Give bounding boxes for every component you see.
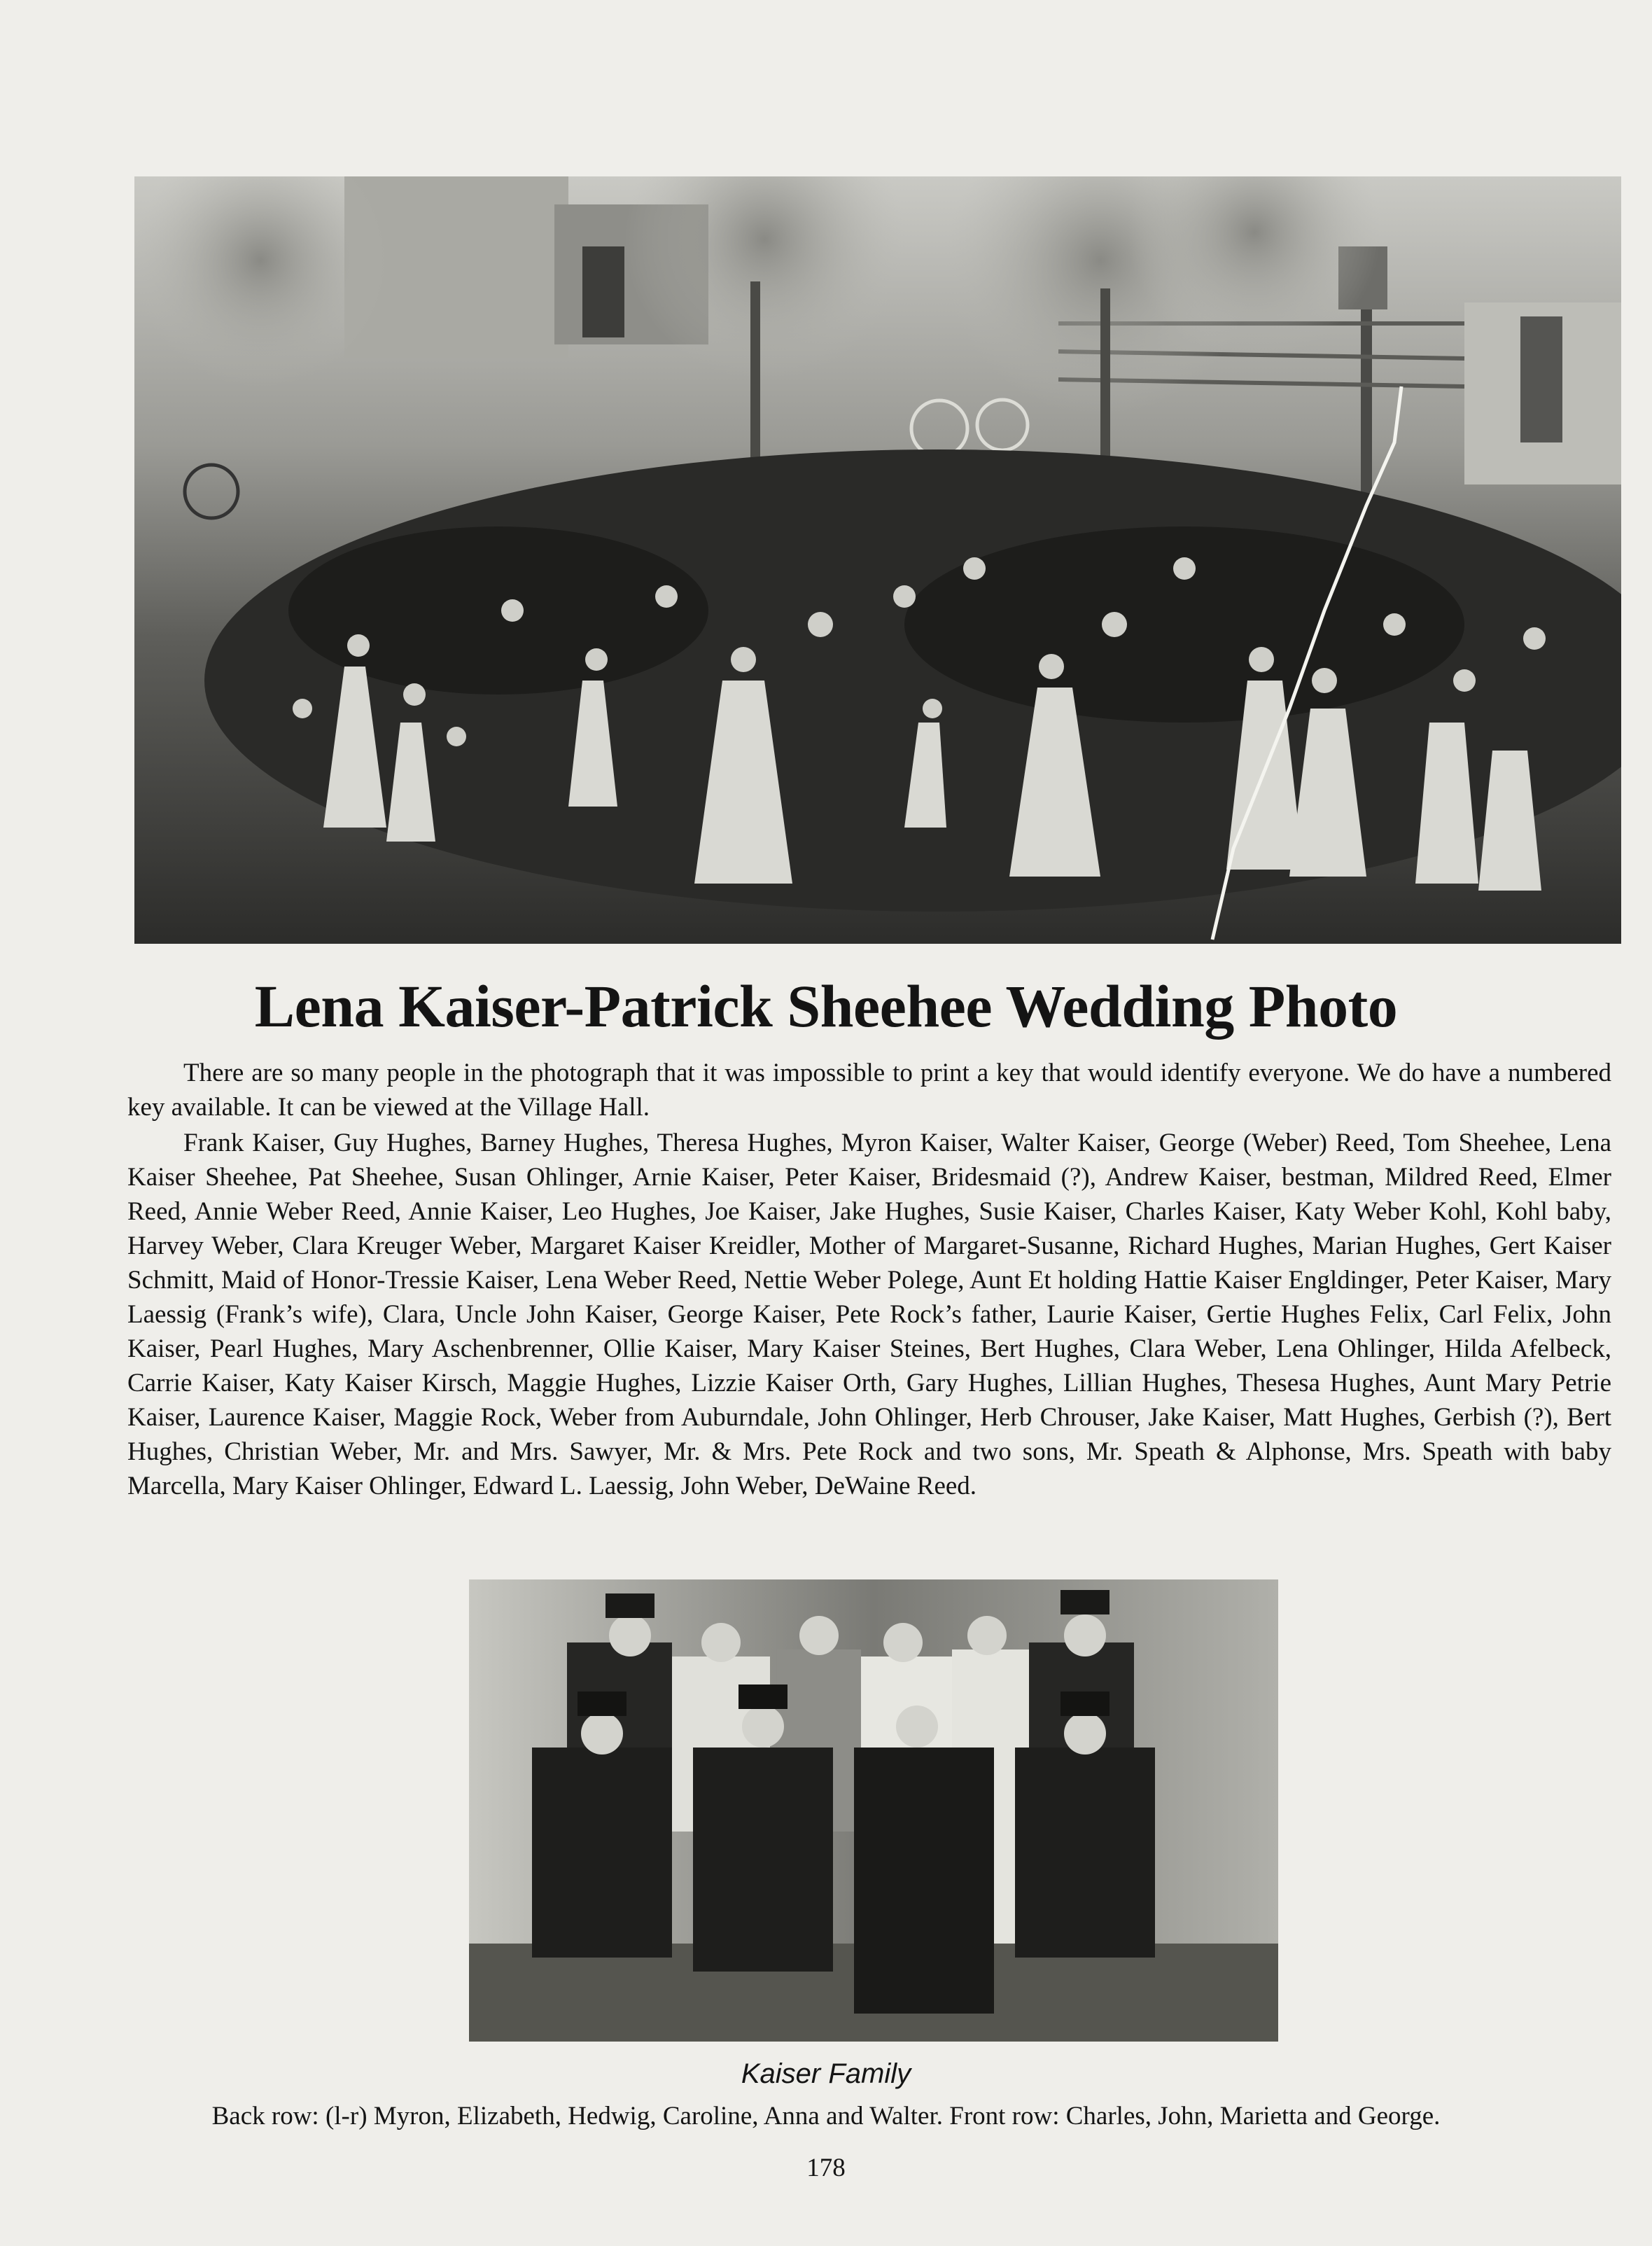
- page-number: 178: [806, 2154, 846, 2182]
- family-photo-drawing: [469, 1579, 1278, 2042]
- family-photo-caption: Back row: (l-r) Myron, Elizabeth, Hedwig, Caroline, Anna and Walter. Front row: Charles, John, Marietta and George.: [211, 2102, 1441, 2130]
- names-paragraph: Frank Kaiser, Guy Hughes, Barney Hughes, Theresa Hughes, Myron Kaiser, Walter Kaiser, George (Weber) Reed, Tom Sheehee, Lena Kaiser Sheehee, Pat Sheehee, Susan Ohlinger, Arnie Kaiser, Peter Kaiser, Bridesmaid (?), Andrew Kaiser, bestman, Mildred Reed, Elmer Reed, Annie Weber Reed, Annie Kaiser, Leo Hughes, Joe Kaiser, Jake Hughes, Susie Kaiser, Charles Kaiser, Katy Weber Kohl, Kohl baby, Harvey Weber, Clara Kreuger Weber, Margaret Kaiser Kreidler, Mother of Margaret-Susanne, Richard Hughes, Marian Hughes, Gert Kaiser Schmitt, Maid of Honor-Tressie Kaiser, Lena Weber Reed, Nettie Weber Polege, Aunt Et holding Hattie Kaiser Engldinger, Peter Kaiser, Mary Laessig (Frank’s wife), Clara, Uncle John Kaiser, George Kaiser, Pete Rock’s father, Laurie Kaiser, Gertie Hughes Felix, Carl Felix, John Kaiser, Pearl Hughes, Mary Aschenbrenner, Ollie Kaiser, Mary Kaiser Steines, Bert Hughes, Clara Weber, Lena Ohlinger, Hilda Afelbeck, Carrie Kaiser, Katy Kaiser Kirsch, Maggie Hughes, Lizzie Kaiser Orth, Gary Hughes, Lillian Hughes, Thesesa Hughes, Aunt Mary Petrie Kaiser, Laurence Kaiser, Maggie Rock, Weber from Auburndale, John Ohlinger, Herb Chrouser, Jake Kaiser, Matt Hughes, Gerbish (?), Bert Hughes, Christian Weber, Mr. and Mrs. Sawyer, Mr. & Mrs. Pete Rock and two sons, Mr. Speath & Alphonse, Mrs. Speath with baby Marcella, Mary Kaiser Ohlinger, Edward L. Laessig, John Weber, DeWaine Reed.: [127, 1129, 1611, 1500]
- wedding-photo-drawing: [134, 176, 1621, 944]
- intro-paragraph: There are so many people in the photograph that it was impossible to print a key that would identify everyone. We do have a numbered key available. It can be viewed at the Village Hall.: [127, 1059, 1611, 1122]
- kaiser-family-photo: [469, 1579, 1278, 2042]
- family-photo-caption-title: Kaiser Family: [741, 2058, 911, 2089]
- wedding-group-photo: [134, 176, 1621, 944]
- page-title: Lena Kaiser-Patrick Sheehee Wedding Photo: [254, 972, 1398, 1040]
